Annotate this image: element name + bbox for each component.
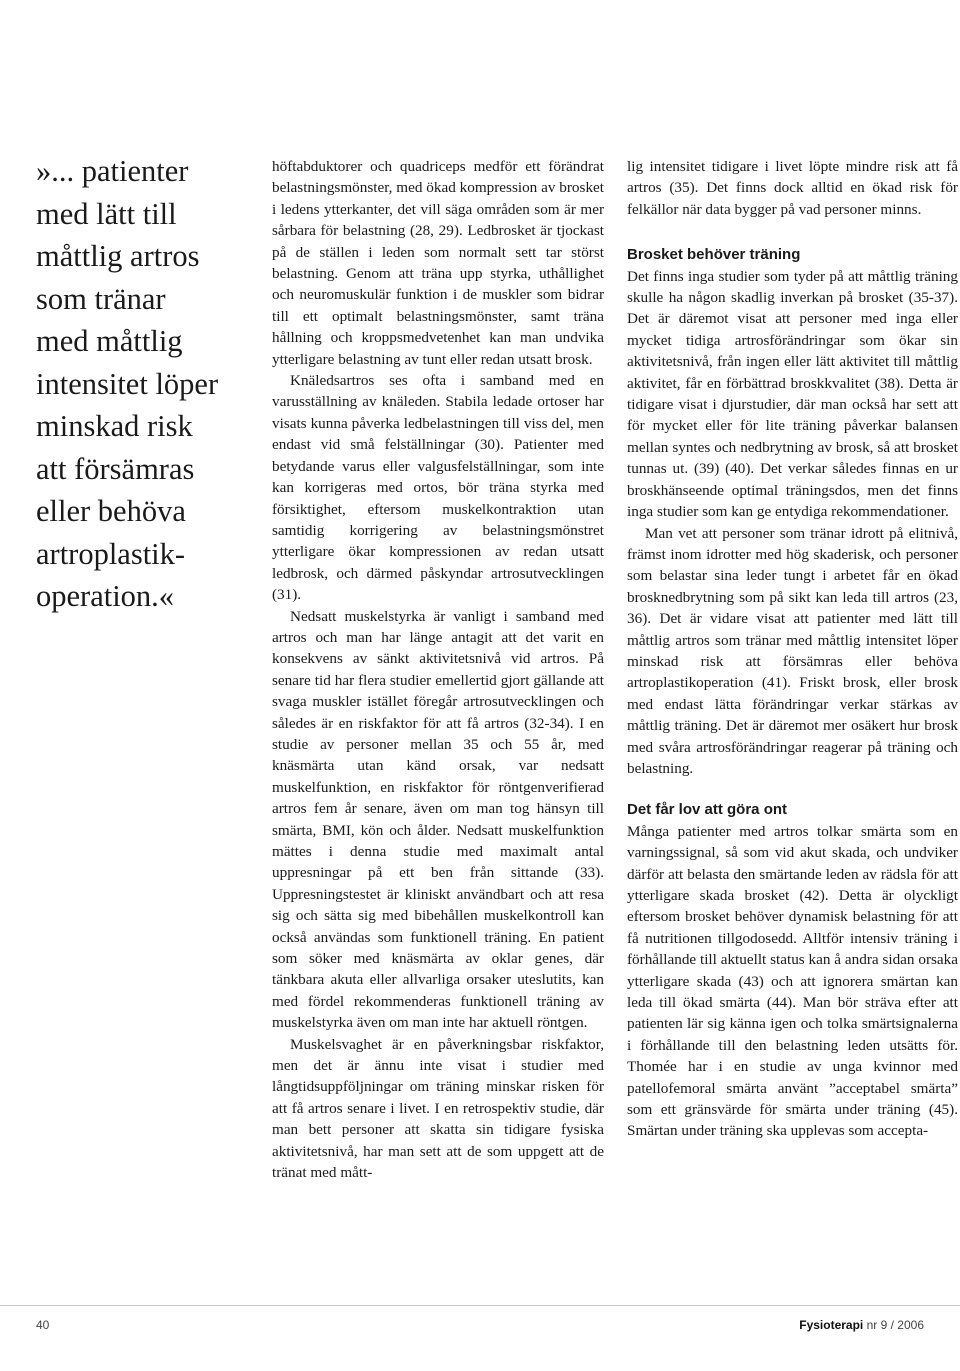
article-column-2 xyxy=(627,156,958,1142)
section-heading-pain: Det får lov att göra ont xyxy=(627,801,788,819)
body-paragraph: Man vet att personer som tränar idrott på elitnivå, främst inom idrotter med hög skaderisk, och personer som belastar sina leder tungt i arbetet får en ökad brosknedbrytning som på sikt kan leda till artros (23, 36). Det är vidare visat att patienter med lätt till måttlig artros som tränar med måttlig intensitet löper minskad risk att försämras eller behöva artroplastikoperation (41). Friskt brosk, eller brosk med endast lätta förändringar verkar stärkas av måttlig träning. Det är däremot mer osäkert hur brosk med svåra artrosförändringar reagerar på träning och belastning. xyxy=(627,524,958,777)
body-paragraph: Nedsatt muskelstyrka är vanligt i samband med artros och man har länge antagit att det varit en konsekvens av sänkt aktivitetsnivå vid artros. På senare tid har flera studier emellertid gjort gällande att svaga muskler istället föregår artrosutvecklingen och således är en riskfaktor för att få artros (32-34). I en studie av personer mellan 35 och 55 år, med knäsmärta utan känd orsak, var nedsatt muskelfunktion, en riskfaktor för röntgenverifierad artros fem år senare, även om man tog hänsyn till smärta, BMI, kön och ålder. Nedsatt muskelfunktion mättes i denna studie med maximalt antal uppresningar på ett ben från sittande (33). Uppresningstestet är kliniskt användbart och att resa sig och sätta sig med bibehållen muskelkontroll kan också användas som funktionell träning. En patient som söker med knäsmärta av oklar genes, där tänkbara akuta eller allvarliga orsaker uteslutits, kan med fördel rekommenderas funktionell träning av muskelstyrka även om man inte har aktuell röntgen. xyxy=(272,607,604,1032)
pull-quote-line: eller behöva xyxy=(36,494,186,528)
body-paragraph: Muskelsvaghet är en påverkningsbar riskfaktor, men det är ännu inte visat i studier med långtidsuppföljningar om träning minskar risken för att få artros senare i livet. I en retrospektiv studie, där man bett personer att skatta sin tidigare fysiska aktivitetsnivå, har man sett att de som uppgett att de tränat med mått- xyxy=(272,1035,604,1182)
journal-footer xyxy=(799,1318,924,1332)
pull-quote-line: med lätt till xyxy=(36,196,177,231)
pull-quote-line: operation.« xyxy=(36,579,175,613)
pull-quote-line: med måttlig xyxy=(36,324,183,358)
section-heading-training: Brosket behöver träning xyxy=(627,246,801,264)
body-paragraph: höftabduktorer och quadriceps medför ett förändrat belastningsmönster, med ökad kompression av brosket i ledens ytterkanter, det vill säga områden som är mer sårbara för belastning (28, 29). Ledbrosket är tjockast på de ställen i leden som normalt sett tar störst belastning. Genom att träna upp styrka, uthållighet och neuromuskulär funktion i de muskler som bidrar till ett optimalt belastningsmönster, samt träna hållning och kroppsmedvetenhet kan man undvika ytterligare belastning av tunt eller redan utsatt brosk. xyxy=(272,158,604,368)
pull-quote-line: att försämras xyxy=(36,451,195,486)
article-column-1 xyxy=(272,156,604,1184)
footer-divider xyxy=(0,1305,960,1306)
body-paragraph: Knäledsartros ses ofta i samband med en varusställning av knäleden. Stabila ledade ortoser har visats kunna påverka ledbelastningen till viss del, men endast vid små felställningar (30). Patienter med betydande varus eller valgusfelställningar, som inte kan korrigeras med ortos, bör träna styrka med försiktighet, eftersom muskelkontraktion utan samtidig korrigering av belastningsmönstret ytterligare ökar kompressionen av redan utsatt ledbrosk, och därmed påskyndar artrosutvecklingen (31). xyxy=(272,372,604,604)
pull-quote-line: minskad risk xyxy=(36,409,193,443)
body-paragraph: Många patienter med artros tolkar smärta som en varningssignal, så som vid akut skada, och undviker därför att belasta den smärtande leden av rädsla för att ytterligare skada brosket (42). Detta är olyckligt eftersom brosket behöver dynamisk belastning för att få nutritionen tillgodosedd. Alltför intensiv träning i förhållande till aktuellt status kan å andra sidan orsaka ytterligare skada (43) och att ignorera smärtan kan leda till ökad smärta (44). Man bör sträva efter att patienten lär sig känna igen och tolka smärtsignalerna i förhållande till den belastning leden utsätts för. Thomée har i en studie av unga kvinnor med patellofemoral smärta använt ”acceptabel smärta” som ett gränsvärde för smärta under träning (45). Smärtan under träning ska upplevas som accepta- xyxy=(627,822,958,1140)
pull-quote-line: måttlig artros xyxy=(36,239,200,273)
journal-name: Fysioterapi xyxy=(799,1318,864,1332)
pull-quote xyxy=(36,150,258,618)
journal-issue: nr 9 / 2006 xyxy=(866,1318,924,1332)
page-number: 40 xyxy=(36,1318,50,1332)
body-paragraph: lig intensitet tidigare i livet löpte mindre risk att få artros (35). Det finns dock alltid en ökad risk för felkällor när data bygger på vad personer minns. xyxy=(627,158,958,218)
body-paragraph: Det finns inga studier som tyder på att måttlig träning skulle ha någon skadlig inverkan på brosket (35-37). Det är däremot visat att personer med inga eller mycket tidiga artrosförändringar som ökar sin aktivitetsnivå, från ingen eller lätt aktivitet till måttlig aktivitet, får en förbättrad broskkvalitet (38). Detta är tidigare visat i djurstudier, där man också har sett att för mycket eller för lite träning påverkar balansen mellan syntes och nedbrytning av brosk, så att brosket tunnas ut. (39) (40). Det verkar således finnas en ur broskhänseende optimal träningsdos, men det finns inga studier som kan ge entydiga rekommendationer. xyxy=(627,267,958,521)
pull-quote-line: intensitet löper xyxy=(36,366,219,401)
pull-quote-line: »... patienter xyxy=(36,154,189,188)
pull-quote-line: artroplastik- xyxy=(36,536,186,571)
pull-quote-line: som tränar xyxy=(36,281,166,316)
